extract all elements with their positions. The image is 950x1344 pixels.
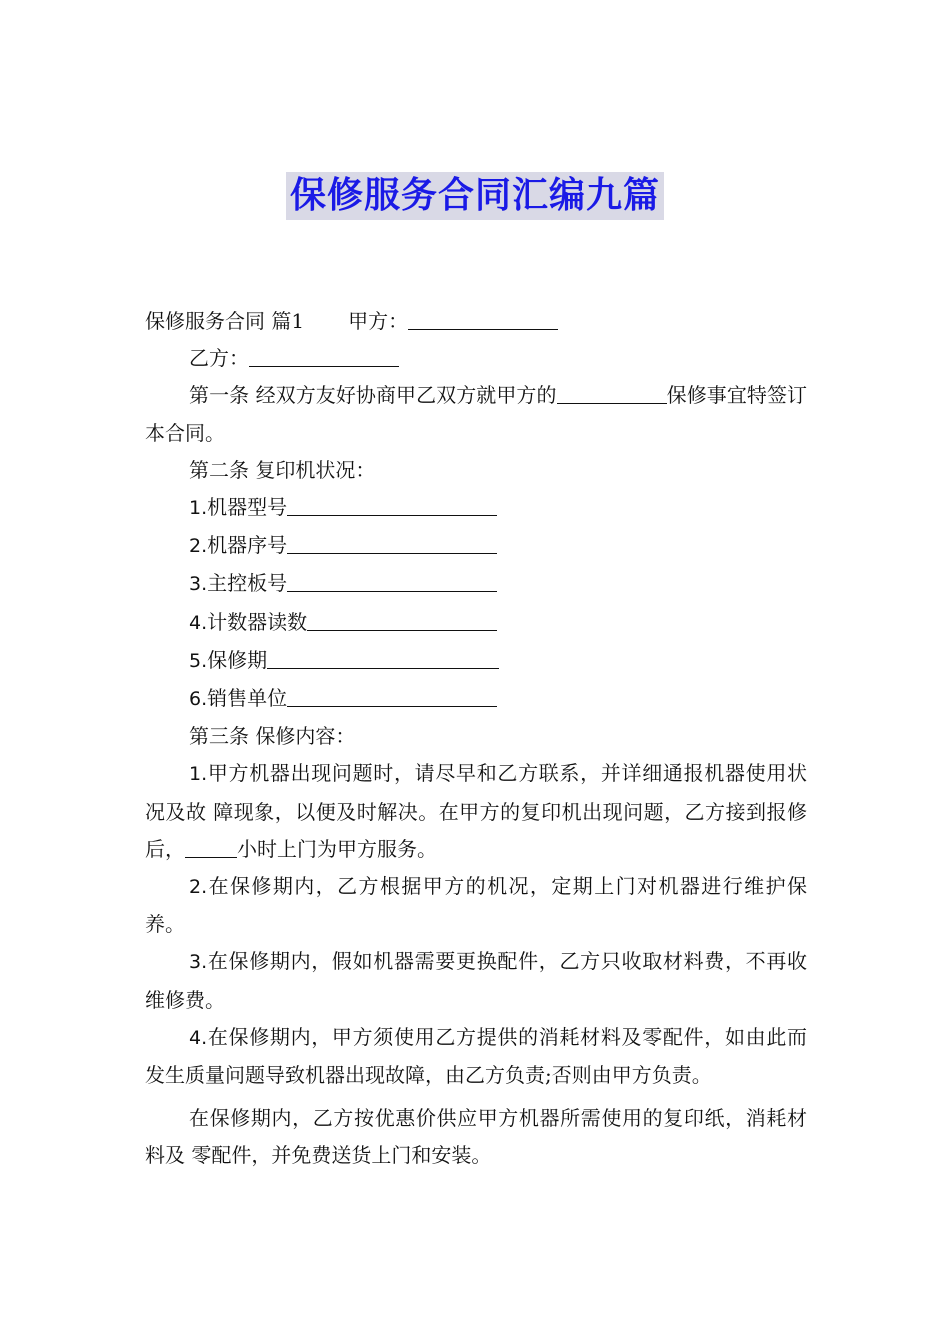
document-body	[145, 303, 807, 1175]
list-item	[145, 680, 807, 718]
item-4-text: 在保修期内，甲方须使用乙方提供的消耗材料及零配件，如由此而发生质量问题导致机器出现故障，由乙方负责;否则由甲方负责。	[145, 1024, 807, 1088]
item-3-text: 在保修期内，假如机器需要更换配件，乙方只收取材料费，不再收维修费。	[145, 949, 807, 1012]
item-1-after: 小时上门为甲方服务。	[237, 836, 437, 861]
article-3-item-4	[145, 1019, 807, 1094]
list-item	[145, 565, 807, 603]
article-1-after: 保修事宜特签订本合同。	[145, 383, 808, 445]
article-2-title: 第二条 复印机状况：	[189, 457, 376, 482]
article-3-item-2	[145, 868, 807, 943]
hours-blank	[185, 837, 237, 858]
item-label: 主控板号	[207, 571, 288, 596]
item-number: 4.	[189, 611, 208, 634]
item-blank	[287, 533, 497, 554]
item-1-before: 甲方机器出现问题时，请尽早和乙方联系，并详细通报机器使用状况及故 障现象，以便及时解决。在甲方的复印机出现问题，乙方接到报修后，	[145, 761, 807, 861]
item-number: 1.	[189, 497, 208, 520]
party-b-label: 乙方：	[189, 346, 249, 371]
item-blank	[307, 610, 497, 631]
item-blank	[287, 686, 497, 707]
item-number: 6.	[189, 688, 208, 711]
item-label: 计数器读数	[207, 609, 308, 634]
article-1	[145, 377, 807, 451]
item-label: 机器序号	[207, 533, 288, 558]
list-item	[145, 489, 807, 527]
party-a-label: 甲方：	[348, 309, 409, 333]
item-number: 1.	[189, 763, 208, 786]
item-number: 4.	[189, 1026, 208, 1049]
party-b-line	[145, 340, 807, 377]
item-5-text: 在保修期内，乙方按优惠价供应甲方机器所需使用的复印纸，消耗材料及 零配件，并免费送货上门和安装。	[145, 1106, 807, 1168]
item-number: 3.	[189, 951, 208, 974]
item-label: 销售单位	[207, 686, 288, 711]
article-3-item-3	[145, 943, 807, 1018]
article-1-blank	[557, 383, 667, 404]
title-wrap	[0, 172, 950, 220]
item-label: 机器型号	[207, 495, 288, 520]
heading-line	[145, 303, 807, 340]
item-label: 保修期	[207, 647, 268, 672]
party-b-blank	[249, 346, 399, 367]
contract-label: 保修服务合同 篇1	[145, 309, 305, 333]
item-2-text: 在保修期内，乙方根据甲方的机况，定期上门对机器进行维护保养。	[145, 874, 807, 937]
article-1-before: 第一条 经双方友好协商甲乙双方就甲方的	[189, 383, 557, 408]
item-blank	[287, 571, 497, 592]
list-item	[145, 642, 807, 680]
item-number: 5.	[189, 649, 208, 672]
list-item	[145, 604, 807, 642]
party-a-blank	[408, 309, 558, 330]
article-3-item-1	[145, 755, 807, 868]
item-number: 2.	[189, 535, 208, 558]
item-number: 2.	[189, 876, 208, 899]
item-blank	[287, 495, 497, 516]
item-blank	[267, 648, 499, 669]
document-title: 保修服务合同汇编九篇	[286, 172, 664, 220]
article-3-title: 第三条 保修内容：	[189, 724, 356, 749]
article-3-item-5	[145, 1100, 807, 1174]
list-item	[145, 527, 807, 565]
item-number: 3.	[189, 573, 208, 596]
